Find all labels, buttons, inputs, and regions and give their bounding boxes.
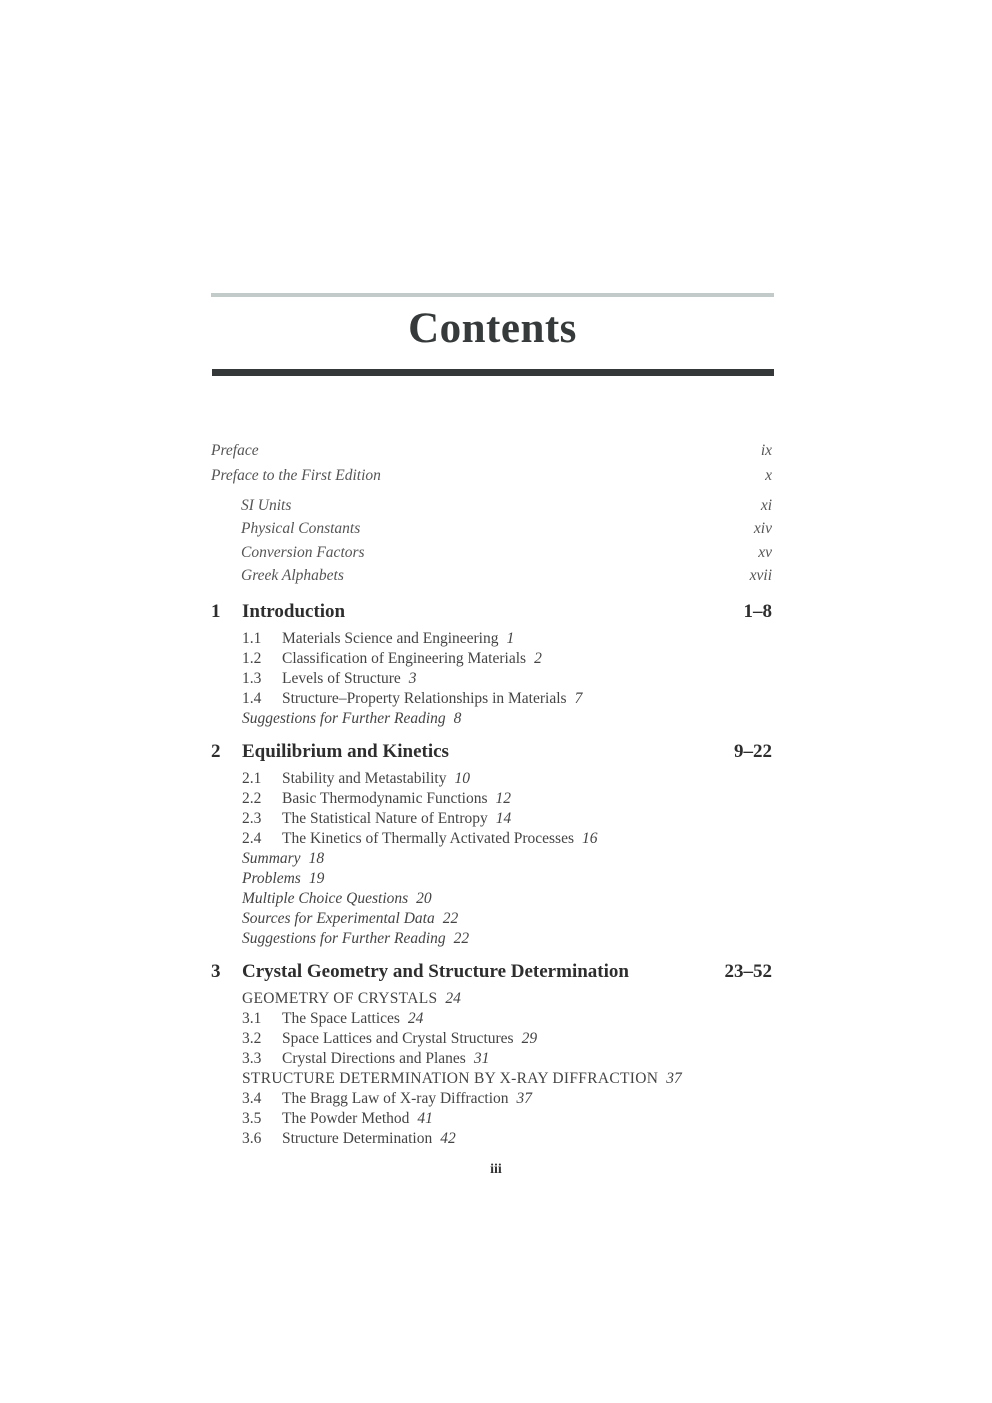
section-number: 3.1 [242,1010,262,1027]
section-number: 3.3 [242,1050,262,1067]
section-page: 37 [516,1090,533,1107]
section-page: 24 [407,1010,424,1027]
section-title: GEOMETRY OF CRYSTALS [242,990,438,1007]
section-number: 2.2 [242,790,262,807]
toc-entry[interactable] [242,769,470,789]
toc-entry[interactable] [242,1109,433,1129]
toc-entry[interactable] [242,629,514,649]
section-number: 3.4 [242,1090,262,1107]
section-title: Levels of Structure [282,670,401,687]
section-title: The Powder Method [282,1110,410,1127]
chapter-pages: 23–52 [724,961,772,982]
section-page: 22 [442,910,459,927]
entry-page: xv [758,544,772,561]
toc-entry[interactable] [242,1129,456,1149]
toc-entry[interactable] [242,649,542,669]
section-page: 22 [453,930,470,947]
section-number: 3.6 [242,1130,262,1147]
section-page: 41 [417,1110,433,1127]
toc-entry[interactable] [242,1089,532,1109]
section-title: Summary [242,850,301,867]
toc-entry[interactable] [242,789,511,809]
toc-front-si-units[interactable] [211,496,772,516]
entry-label: Preface to the First Edition [211,467,381,484]
section-title: The Bragg Law of X-ray Diffraction [282,1090,509,1107]
section-page: 10 [454,770,470,787]
section-number: 3.5 [242,1110,262,1127]
section-title: Stability and Metastability [282,770,447,787]
entry-label: SI Units [241,497,292,514]
toc-part-heading[interactable] [242,989,461,1009]
section-page: 20 [416,890,432,907]
page-number: iii [490,1162,502,1177]
toc-entry[interactable] [242,709,461,729]
section-title: Problems [242,870,301,887]
toc-entry[interactable] [242,869,324,889]
section-page: 24 [445,990,461,1007]
section-page: 19 [308,870,325,887]
section-page: 12 [495,790,511,807]
chapter-pages: 1–8 [743,601,772,622]
section-title: The Statistical Nature of Entropy [282,810,488,827]
toc-part-heading[interactable] [242,1069,682,1089]
toc-front-greek-alphabets[interactable] [211,566,772,586]
section-title: The Space Lattices [282,1010,400,1027]
chapter-number: 3 [211,961,221,982]
section-page: 42 [440,1130,456,1147]
section-page: 31 [473,1050,490,1067]
section-page: 2 [534,650,542,667]
section-page: 16 [581,830,598,847]
entry-label: Physical Constants [241,520,361,537]
entry-page: x [765,467,772,484]
section-page: 14 [495,810,512,827]
toc-entry[interactable] [242,849,324,869]
entry-label: Conversion Factors [241,544,365,561]
entry-label: Greek Alphabets [241,567,344,584]
section-page: 8 [453,710,462,727]
toc-entry[interactable] [242,809,511,829]
toc-front-preface-first-edition[interactable] [211,466,772,486]
entry-page: ix [760,442,772,459]
entry-page: xi [760,497,772,514]
section-title: Structure–Property Relationships in Materials [282,690,567,707]
toc-entry[interactable] [242,1049,489,1069]
section-title: Space Lattices and Crystal Structures [282,1030,514,1047]
toc-entry[interactable] [242,669,417,689]
toc-entry[interactable] [242,909,458,929]
section-title: Sources for Experimental Data [242,910,435,927]
chapter-title: Crystal Geometry and Structure Determination [242,961,629,982]
section-page: 1 [506,630,515,647]
section-title: Multiple Choice Questions [242,890,409,907]
section-number: 1.4 [242,690,262,707]
section-title: Suggestions for Further Reading [242,930,446,947]
section-number: 1.1 [242,630,262,647]
section-page: 29 [521,1030,538,1047]
entry-page: xiv [753,520,772,537]
entry-page: xvii [749,567,772,584]
chapter-pages: 9–22 [734,741,772,762]
section-title: The Kinetics of Thermally Activated Processes [282,830,574,847]
chapter-title: Equilibrium and Kinetics [242,741,449,762]
toc-entry[interactable] [242,829,597,849]
chapter-number: 1 [211,601,221,622]
toc-entry[interactable] [242,689,582,709]
section-title: Crystal Directions and Planes [282,1050,466,1067]
chapter-number: 2 [211,741,221,762]
page-title: Contents [408,305,577,352]
toc-entry[interactable] [242,889,432,909]
bottom-rule [212,369,774,376]
toc-front-preface[interactable] [211,441,772,461]
section-title: Classification of Engineering Materials [282,650,527,667]
entry-label: Preface [211,442,259,459]
section-number: 2.1 [242,770,262,787]
chapter-heading-2[interactable] [211,740,772,764]
section-page: 37 [666,1070,682,1087]
section-number: 3.2 [242,1030,262,1047]
toc-front-conversion-factors[interactable] [211,543,772,563]
toc-entry[interactable] [242,929,469,949]
top-rule [211,293,774,297]
chapter-heading-1[interactable] [211,600,772,624]
toc-entry[interactable] [242,1009,423,1029]
section-title: Structure Determination [282,1130,433,1147]
section-number: 1.3 [242,670,262,687]
section-page: 7 [574,690,583,707]
section-number: 2.3 [242,810,262,827]
toc-front-physical-constants[interactable] [211,519,772,539]
section-page: 3 [408,670,417,687]
section-number: 1.2 [242,650,262,667]
section-title: Basic Thermodynamic Functions [282,790,488,807]
chapter-title: Introduction [242,601,346,622]
section-title: Materials Science and Engineering [282,630,499,647]
toc-entry[interactable] [242,1029,537,1049]
chapter-heading-3[interactable] [211,960,772,984]
section-number: 2.4 [242,830,262,847]
section-page: 18 [308,850,325,867]
section-title: STRUCTURE DETERMINATION BY X-RAY DIFFRACTION [242,1070,659,1087]
section-title: Suggestions for Further Reading [242,710,446,727]
